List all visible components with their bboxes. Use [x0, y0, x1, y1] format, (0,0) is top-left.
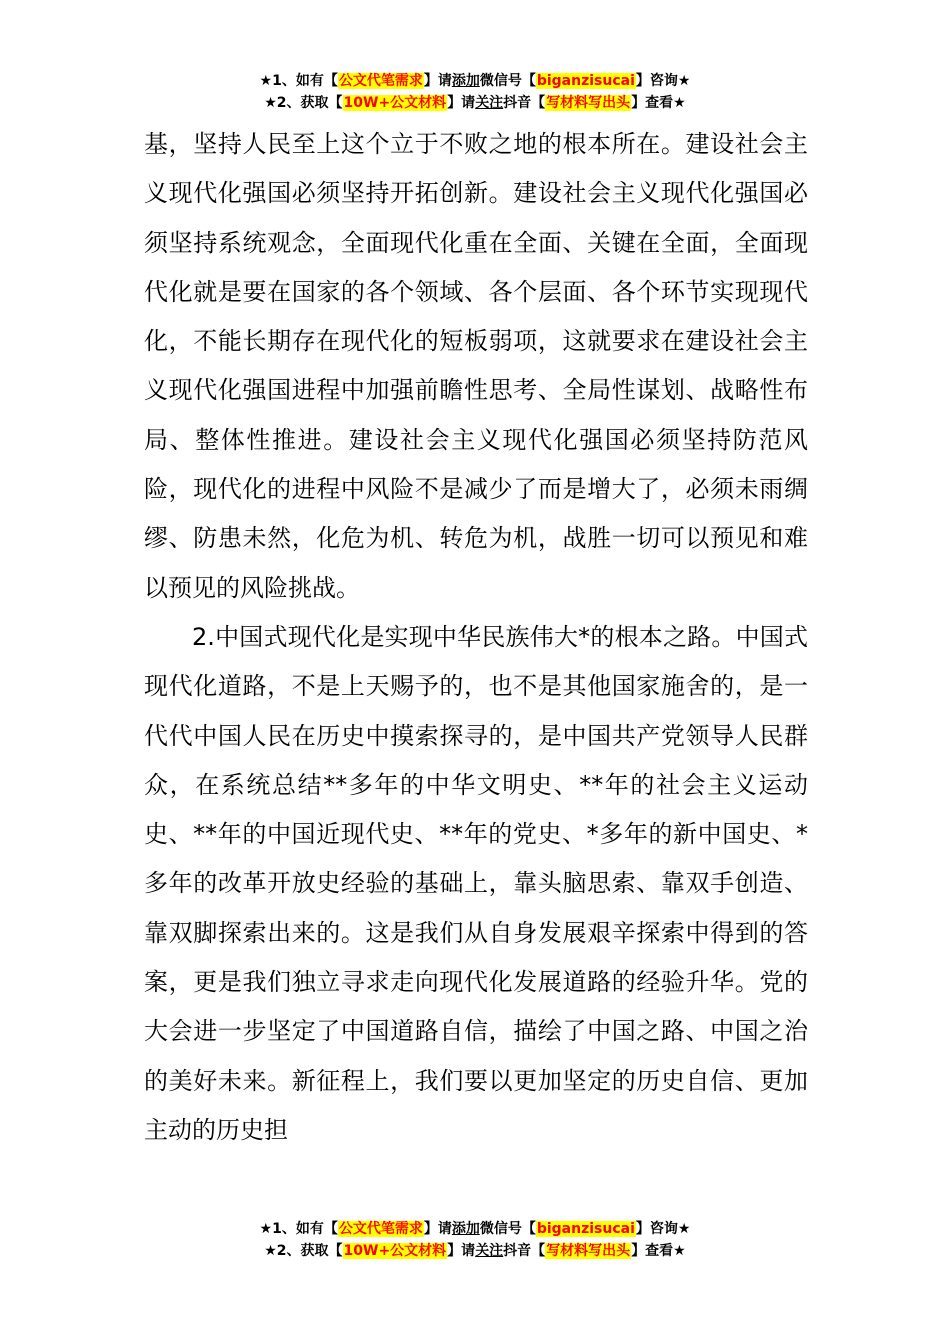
- banner-line-2: ★2、获取【10W+公文材料】请关注抖音【写材料写出头】查看★: [264, 1243, 686, 1259]
- material-highlight: 10W+公文材料: [343, 1243, 447, 1259]
- douyin-account-highlight: 写材料写出头: [546, 95, 631, 111]
- header-banner: [0, 70, 950, 114]
- service-highlight: 公文代笔需求: [338, 73, 423, 89]
- douyin-account-highlight: 写材料写出头: [546, 1243, 631, 1259]
- banner-line-1: ★1、如有【公文代笔需求】请添加微信号【biganzisucai】咨询★: [259, 73, 691, 89]
- footer-banner: [0, 1218, 950, 1262]
- document-body: [144, 120, 808, 1155]
- wechat-id-highlight: biganzisucai: [536, 73, 635, 89]
- paragraph-2: 2.中国式现代化是实现中华民族伟大*的根本之路。中国式现代化道路，不是上天赐予的，也不是其他国家施舍的，是一代代中国人民在历史中摸索探寻的，是中国共产党领导人民群众，在系统总结**多年的中华文明史、**年的社会主义运动史、**年的中国近现代史、**年的党史、*多年的新中国史、*多年的改革开放史经验的基础上，靠头脑思索、靠双手创造、靠双脚探索出来的。这是我们从自身发展艰辛探索中得到的答案，更是我们独立寻求走向现代化发展道路的经验升华。党的大会进一步坚定了中国道路自信，描绘了中国之路、中国之治的美好未来。新征程上，我们要以更加坚定的历史自信、更加主动的历史担: [144, 622, 808, 1144]
- banner-line-1: ★1、如有【公文代笔需求】请添加微信号【biganzisucai】咨询★: [259, 1221, 691, 1237]
- banner-line-2: ★2、获取【10W+公文材料】请关注抖音【写材料写出头】查看★: [264, 95, 686, 111]
- service-highlight: 公文代笔需求: [338, 1221, 423, 1237]
- wechat-id-highlight: biganzisucai: [536, 1221, 635, 1237]
- material-highlight: 10W+公文材料: [343, 95, 447, 111]
- paragraph-1: 基，坚持人民至上这个立于不败之地的根本所在。建设社会主义现代化强国必须坚持开拓创新。建设社会主义现代化强国必须坚持系统观念，全面现代化重在全面、关键在全面，全面现代化就是要在国家的各个领域、各个层面、各个环节实现现代化，不能长期存在现代化的短板弱项，这就要求在建设社会主义现代化强国进程中加强前瞻性思考、全局性谋划、战略性布局、整体性推进。建设社会主义现代化强国必须坚持防范风险，现代化的进程中风险不是减少了而是增大了，必须未雨绸缪、防患未然，化危为机、转危为机，战胜一切可以预见和难以预见的风险挑战。: [144, 130, 808, 602]
